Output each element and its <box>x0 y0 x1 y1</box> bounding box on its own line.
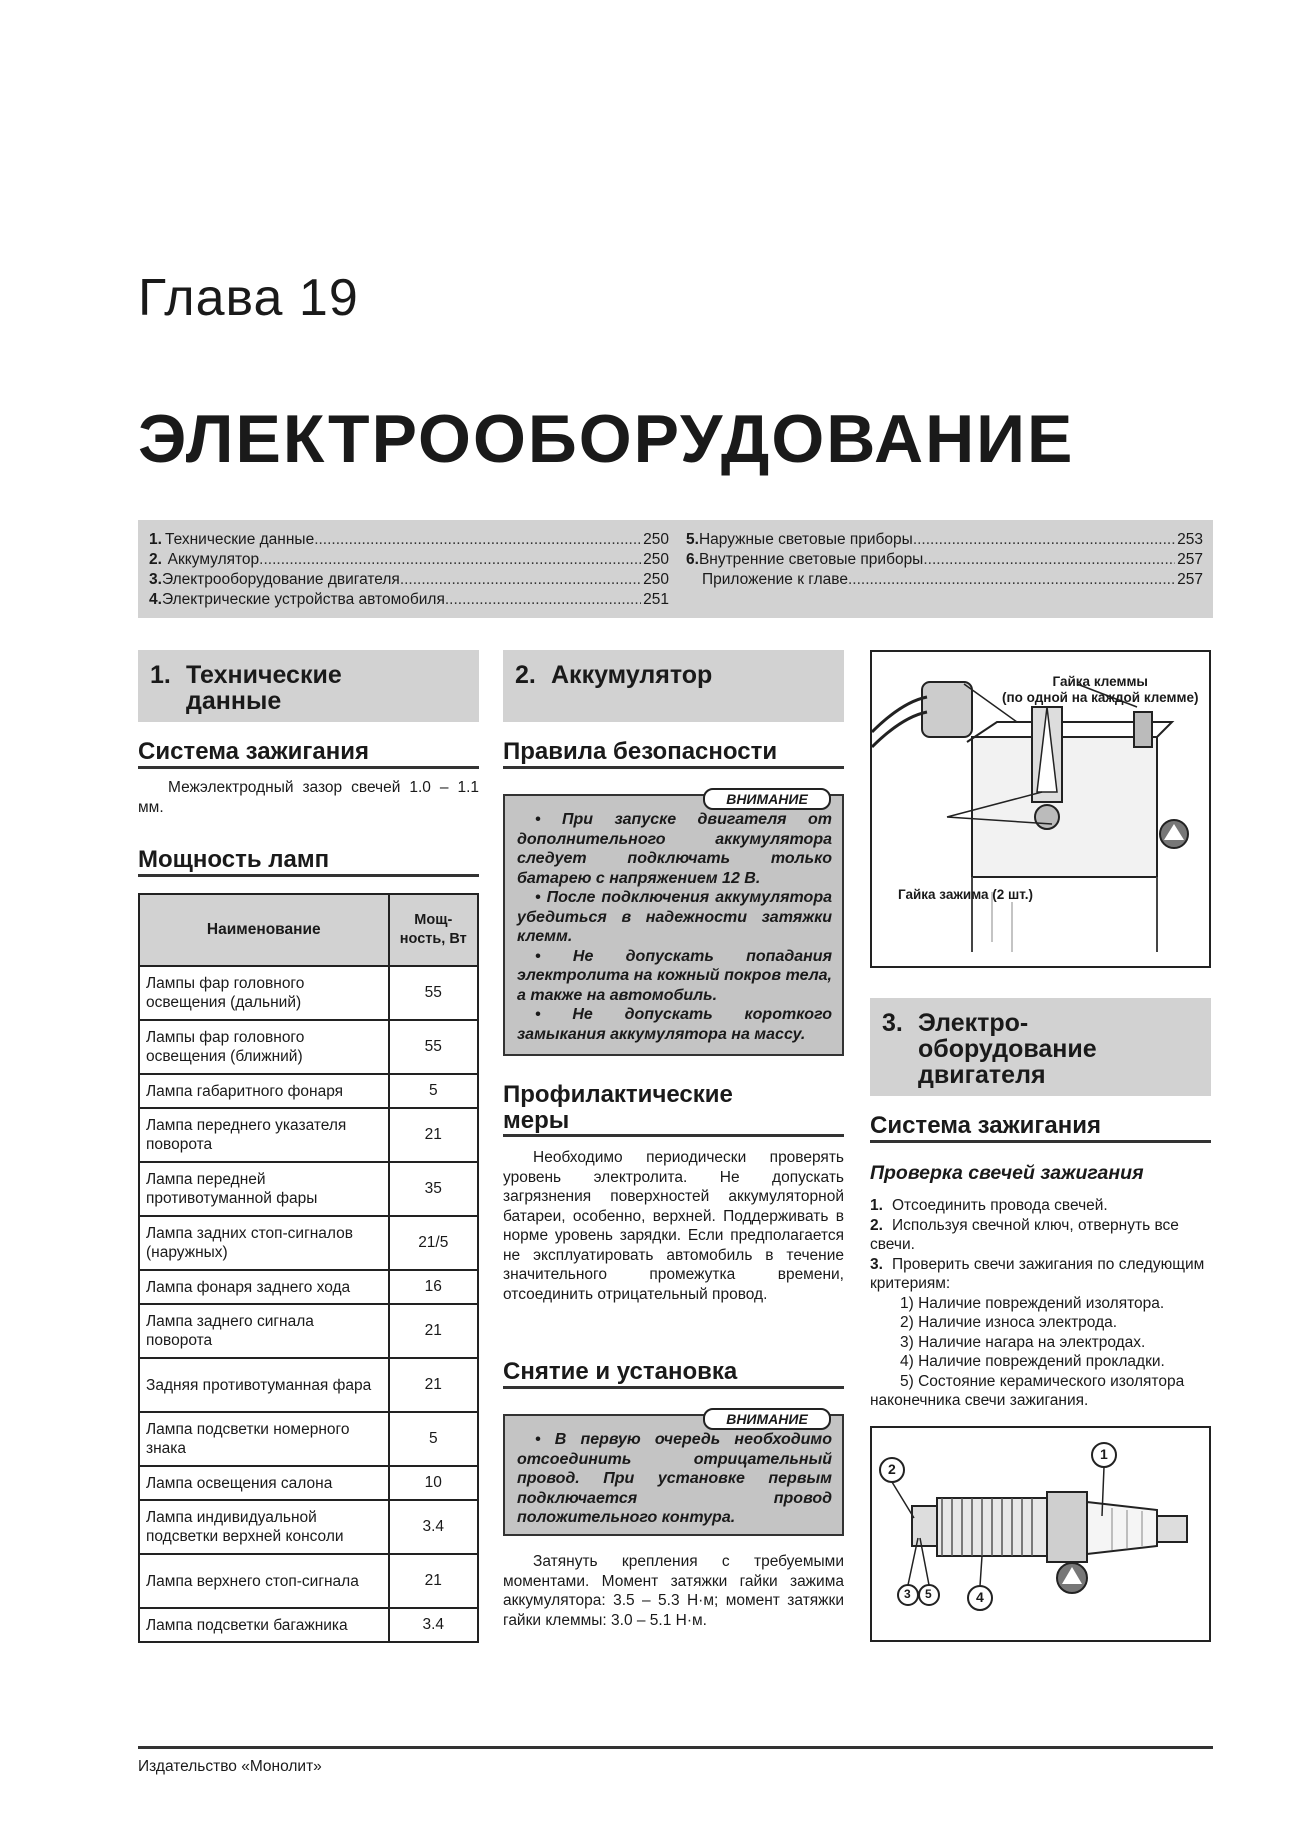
clamp-nut-label: Гайка зажима (2 шт.) <box>898 887 1033 902</box>
toc-leader-dots <box>913 530 1175 550</box>
warning-item: • Не допускать попадания электролита на кожный покров тела, а также на автомобиль. <box>517 947 832 1004</box>
lamp-name-cell: Лампа освещения салона <box>139 1466 389 1500</box>
table-row <box>139 1108 478 1162</box>
lamp-power-cell: 21 <box>389 1358 478 1412</box>
table-row <box>139 1162 478 1216</box>
toc-item-page: 250 <box>643 571 669 588</box>
chapter-number: Глава 19 <box>138 269 359 327</box>
lamp-name-cell: Лампы фар головного освещения (ближний) <box>139 1020 389 1074</box>
lamp-power-cell: 35 <box>389 1162 478 1216</box>
toc-item-label: Приложение к главе <box>702 571 848 588</box>
toc-leader-dots <box>445 590 641 610</box>
toc-item-number: 4. <box>149 591 162 608</box>
table-row <box>139 1358 478 1412</box>
toc-item-page: 257 <box>1177 571 1203 588</box>
lamp-power-table <box>138 893 479 1643</box>
lamp-power-cell: 21 <box>389 1304 478 1358</box>
toc-item-page: 250 <box>643 551 669 568</box>
toc-leader-dots <box>314 530 641 550</box>
toc-item[interactable] <box>149 570 669 590</box>
lamp-power-cell: 55 <box>389 966 478 1020</box>
toc-item-page: 250 <box>643 531 669 548</box>
section-title-line: оборудование <box>918 1035 1097 1063</box>
terminal-nut-label <box>1002 674 1198 706</box>
toc-item-page: 253 <box>1177 531 1203 548</box>
toc-item[interactable] <box>149 530 669 550</box>
table-row <box>139 1608 478 1642</box>
torque-text: Затянуть крепления с требуемыми моментами. Момент затяжки гайки зажима аккумулятора: 3.5 – 5.3 Н·м; момент затяжки гайки клеммы: 3.0 – 5.1 Н·м. <box>503 1553 844 1629</box>
section-3-heading <box>870 998 1211 1096</box>
section-1-heading <box>138 650 479 722</box>
prevention-heading <box>503 1082 844 1137</box>
safety-rules-heading: Правила безопасности <box>503 738 844 769</box>
criterion-item: 2) Наличие износа электрода. <box>900 1314 1118 1331</box>
toc-item[interactable] <box>149 590 669 610</box>
callout-4: 4 <box>976 1589 984 1605</box>
step-item: 2. Используя свечной ключ, отвернуть все свечи. <box>870 1216 1179 1253</box>
column-header-name: Наименование <box>139 894 389 966</box>
prevention-text: Необходимо периодически проверять уровень электролита. Не допускать загрязнения поверхностей аккумуляторной батареи, особенно, верхней. Поддерживать в норме уровень зарядки. Если предполагается не эксплуатировать автомобиль в течение значительного промежутка времени, отсоединить отрицательный провод. <box>503 1149 844 1303</box>
step-item: 3. Проверить свечи зажигания по следующим критериям: <box>870 1255 1205 1292</box>
step-item: 1. Отсоединить провода свечей. <box>870 1197 1108 1214</box>
table-row <box>139 966 478 1020</box>
callout-3: 3 <box>904 1587 911 1601</box>
toc-item-label: Наружные световые приборы <box>698 531 913 548</box>
removal-heading: Снятие и установка <box>503 1358 844 1389</box>
table-row <box>139 1304 478 1358</box>
lamp-power-cell: 10 <box>389 1466 478 1500</box>
label-line: (по одной на каждой клемме) <box>1002 690 1199 705</box>
table-of-contents <box>138 520 1213 618</box>
toc-item-label: Внутренние световые приборы <box>698 551 924 568</box>
section-number: 2. <box>515 661 536 689</box>
toc-leader-dots <box>848 570 1175 590</box>
lamp-power-cell: 21/5 <box>389 1216 478 1270</box>
lamp-power-cell: 5 <box>389 1412 478 1466</box>
ignition-heading: Система зажигания <box>138 738 479 769</box>
criterion-item: 3) Наличие нагара на электродах. <box>900 1333 1146 1351</box>
spark-plug-figure <box>870 1426 1211 1642</box>
warning-label: ВНИМАНИЕ <box>703 788 831 810</box>
callout-2: 2 <box>888 1461 896 1477</box>
lamp-power-cell: 21 <box>389 1108 478 1162</box>
spark-plug-illustration <box>872 1428 1209 1640</box>
toc-item[interactable] <box>686 530 1203 550</box>
lamp-name-cell: Лампы фар головного освещения (дальний) <box>139 966 389 1020</box>
toc-left-column <box>149 530 669 610</box>
spark-gap-text: Межэлектродный зазор свечей 1.0 – 1.1 мм. <box>138 779 479 816</box>
criterion-item: 4) Наличие повреждений прокладки. <box>900 1353 1165 1370</box>
toc-item-number: 3. <box>149 571 162 588</box>
lamp-name-cell: Лампа передней противотуманной фары <box>139 1162 389 1216</box>
toc-leader-dots <box>923 550 1175 570</box>
safety-warning-box <box>503 791 844 1056</box>
callout-5: 5 <box>925 1587 932 1601</box>
toc-item-page: 257 <box>1177 551 1203 568</box>
toc-item[interactable] <box>686 570 1203 590</box>
footer-divider <box>138 1746 1213 1749</box>
callout-1: 1 <box>1100 1446 1108 1462</box>
toc-item-number: 2. <box>149 551 162 568</box>
removal-warning-text: • В первую очередь необходимо отсоединить отрицательный провод. При установке первым подключается провод положительного контура. <box>517 1431 833 1526</box>
toc-right-column <box>686 530 1203 590</box>
table-row <box>139 1554 478 1608</box>
lamp-power-cell: 55 <box>389 1020 478 1074</box>
lamp-name-cell: Лампа подсветки номерного знака <box>139 1412 389 1466</box>
toc-item-label: Электрооборудование двигателя <box>161 571 400 588</box>
table-row <box>139 1412 478 1466</box>
toc-leader-dots <box>400 570 641 590</box>
removal-warning-box <box>503 1411 844 1536</box>
column-header-power: Мощ-ность, Вт <box>389 894 478 966</box>
section-title-line: Технические <box>186 661 342 689</box>
toc-item-page: 251 <box>643 591 669 608</box>
table-row <box>139 1466 478 1500</box>
lamp-name-cell: Лампа индивидуальной подсветки верхней консоли <box>139 1500 389 1554</box>
heading-line: меры <box>503 1107 570 1134</box>
table-row <box>139 1500 478 1554</box>
table-row <box>139 1020 478 1074</box>
toc-item[interactable] <box>686 550 1203 570</box>
toc-item[interactable] <box>149 550 669 570</box>
lamp-name-cell: Задняя противотуманная фара <box>139 1358 389 1412</box>
section-2-heading <box>503 650 844 722</box>
table-row <box>139 1216 478 1270</box>
lamp-power-cell: 3.4 <box>389 1608 478 1642</box>
lamp-power-heading: Мощность ламп <box>138 846 479 877</box>
lamp-name-cell: Лампа переднего указателя поворота <box>139 1108 389 1162</box>
criterion-item: 5) Состояние керамического изолятора наконечника свечи зажигания. <box>870 1372 1185 1409</box>
toc-item-number: 1. <box>149 531 162 548</box>
warning-item: • После подключения аккумулятора убедиться в надежности затяжки клемм. <box>517 889 832 945</box>
lamp-name-cell: Лампа заднего сигнала поворота <box>139 1304 389 1358</box>
lamp-name-cell: Лампа верхнего стоп-сигнала <box>139 1554 389 1608</box>
lamp-power-cell: 21 <box>389 1554 478 1608</box>
table-row <box>139 1074 478 1108</box>
toc-item-number <box>686 570 702 590</box>
lamp-name-cell: Лампа подсветки багажника <box>139 1608 389 1642</box>
warning-label: ВНИМАНИЕ <box>703 1408 831 1430</box>
lamp-name-cell: Лампа задних стоп-сигналов (наружных) <box>139 1216 389 1270</box>
section-title-line: Электро- <box>918 1009 1029 1037</box>
section-title-line: двигателя <box>918 1061 1046 1089</box>
lamp-power-cell: 3.4 <box>389 1500 478 1554</box>
section-title-line: данные <box>186 687 282 715</box>
toc-item-number: 6. <box>686 551 699 568</box>
plug-check-steps <box>870 1196 1211 1411</box>
toc-item-number: 5. <box>686 531 699 548</box>
criterion-item: 1) Наличие повреждений изолятора. <box>900 1294 1165 1312</box>
section-number: 3. <box>882 1009 903 1037</box>
publisher-footer: Издательство «Монолит» <box>138 1758 322 1775</box>
warning-item: • При запуске двигателя от дополнительного аккумулятора следует подключать только батарею с напряжением 12 В. <box>517 811 832 887</box>
lamp-name-cell: Лампа фонаря заднего хода <box>139 1270 389 1304</box>
engine-ignition-heading: Система зажигания <box>870 1112 1211 1143</box>
toc-leader-dots <box>259 550 641 570</box>
section-number: 1. <box>150 661 171 689</box>
section-title-line: Аккумулятор <box>551 661 713 689</box>
toc-item-label: Аккумулятор <box>167 551 260 568</box>
table-header-row <box>139 894 478 966</box>
label-line: Гайка клеммы <box>1052 674 1148 689</box>
toc-item-label: Электрические устройства автомобиля <box>161 591 445 608</box>
table-row <box>139 1270 478 1304</box>
heading-line: Профилактические <box>503 1081 733 1108</box>
lamp-name-cell: Лампа габаритного фонаря <box>139 1074 389 1108</box>
chapter-title: ЭЛЕКТРООБОРУДОВАНИЕ <box>138 401 1075 477</box>
battery-terminal-figure <box>870 650 1211 968</box>
safety-warning-list <box>517 810 832 1044</box>
toc-item-label: Технические данные <box>164 531 315 548</box>
lamp-power-cell: 5 <box>389 1074 478 1108</box>
plug-check-heading: Проверка свечей зажигания <box>870 1162 1144 1184</box>
lamp-power-cell: 16 <box>389 1270 478 1304</box>
warning-item: • Не допускать короткого замыкания аккумулятора на массу. <box>517 1006 832 1043</box>
